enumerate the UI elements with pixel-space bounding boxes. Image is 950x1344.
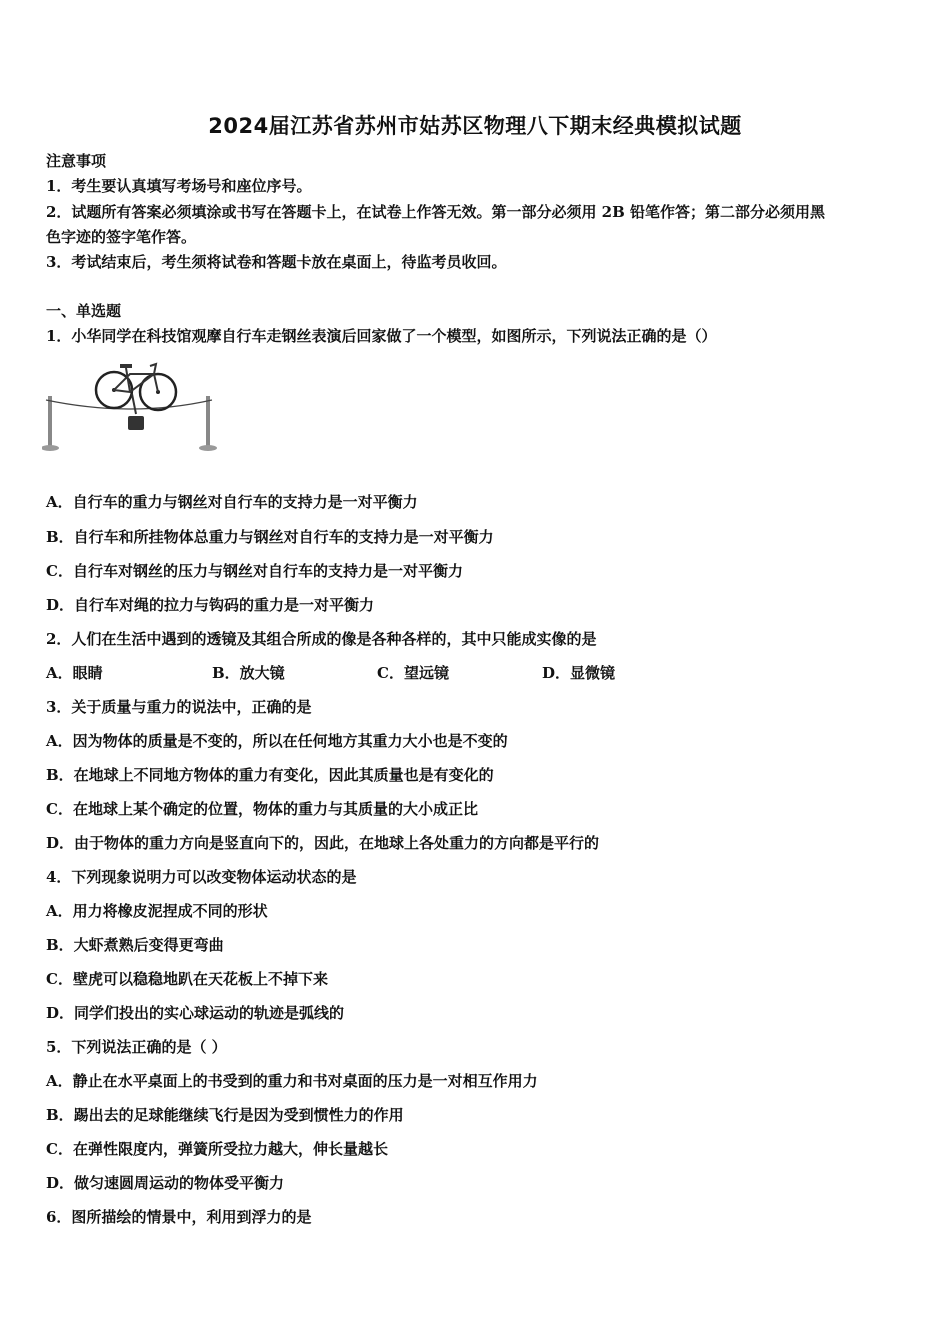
notice-item: 2．试题所有答案必须填涂或书写在答题卡上，在试卷上作答无效。第一部分必须用 2B 铅笔作答；第二部分必须用黑 xyxy=(46,203,826,221)
question-4-option-a: A．用力将橡皮泥捏成不同的形状 xyxy=(46,902,268,920)
bicycle-seat xyxy=(120,364,132,368)
question-3-option-b: B．在地球上不同地方物体的重力有变化，因此其质量也是有变化的 xyxy=(46,766,494,784)
question-2-option-d: D．显微镜 xyxy=(542,664,616,682)
hanging-weight xyxy=(128,416,144,430)
question-1-option-a: A．自行车的重力与钢丝对自行车的支持力是一对平衡力 xyxy=(46,493,418,511)
question-1-option-d: D．自行车对绳的拉力与钩码的重力是一对平衡力 xyxy=(46,596,375,614)
notice-heading: 注意事项 xyxy=(46,152,107,170)
question-3-option-a: A．因为物体的质量是不变的，所以在任何地方其重力大小也是不变的 xyxy=(46,732,508,750)
question-4-option-c: C．壁虎可以稳稳地趴在天花板上不掉下来 xyxy=(46,970,328,988)
question-2-stem: 2．人们在生活中遇到的透镜及其组合所成的像是各种各样的，其中只能成实像的是 xyxy=(46,630,597,648)
question-1-option-b: B．自行车和所挂物体总重力与钢丝对自行车的支持力是一对平衡力 xyxy=(46,528,494,546)
question-4-stem: 4．下列现象说明力可以改变物体运动状态的是 xyxy=(46,868,357,886)
bicycle-frame xyxy=(114,364,158,392)
question-5-stem: 5．下列说法正确的是（ ） xyxy=(46,1038,227,1056)
question-5-option-d: D．做匀速圆周运动的物体受平衡力 xyxy=(46,1174,285,1192)
bicycle-wire-figure xyxy=(42,352,224,456)
question-3-stem: 3．关于质量与重力的说法中，正确的是 xyxy=(46,698,312,716)
question-1-stem: 1．小华同学在科技馆观摩自行车走钢丝表演后回家做了一个模型，如图所示，下列说法正确的是（） xyxy=(46,327,717,345)
notice-item: 色字迹的签字笔作答。 xyxy=(46,228,197,246)
right-base xyxy=(199,445,217,451)
question-5-option-b: B．踢出去的足球能继续飞行是因为受到惯性力的作用 xyxy=(46,1106,404,1124)
notice-item: 1．考生要认真填写考场号和座位序号。 xyxy=(46,177,312,195)
question-6-stem: 6．图所描绘的情景中，利用到浮力的是 xyxy=(46,1208,312,1226)
question-3-option-d: D．由于物体的重力方向是竖直向下的，因此，在地球上各处重力的方向都是平行的 xyxy=(46,834,600,852)
left-post xyxy=(48,396,52,446)
question-2-option-a: A．眼睛 xyxy=(46,664,103,682)
question-2-options xyxy=(46,663,646,683)
right-post xyxy=(206,396,210,446)
hanger-rod xyxy=(132,394,136,414)
page-title: 2024届江苏省苏州市姑苏区物理八下期末经典模拟试题 xyxy=(208,114,742,138)
question-4-option-b: B．大虾煮熟后变得更弯曲 xyxy=(46,936,224,954)
question-5-option-c: C．在弹性限度内，弹簧所受拉力越大，伸长量越长 xyxy=(46,1140,388,1158)
left-base xyxy=(42,445,59,451)
question-1-option-c: C．自行车对钢丝的压力与钢丝对自行车的支持力是一对平衡力 xyxy=(46,562,463,580)
question-3-option-c: C．在地球上某个确定的位置，物体的重力与其质量的大小成正比 xyxy=(46,800,478,818)
notice-item: 3．考试结束后，考生须将试卷和答题卡放在桌面上，待监考员收回。 xyxy=(46,253,507,271)
question-2-option-c: C．望远镜 xyxy=(377,664,449,682)
question-4-option-d: D．同学们投出的实心球运动的轨迹是弧线的 xyxy=(46,1004,345,1022)
question-2-option-b: B．放大镜 xyxy=(212,664,285,682)
question-5-option-a: A．静止在水平桌面上的书受到的重力和书对桌面的压力是一对相互作用力 xyxy=(46,1072,538,1090)
section-heading: 一、单选题 xyxy=(46,302,122,320)
